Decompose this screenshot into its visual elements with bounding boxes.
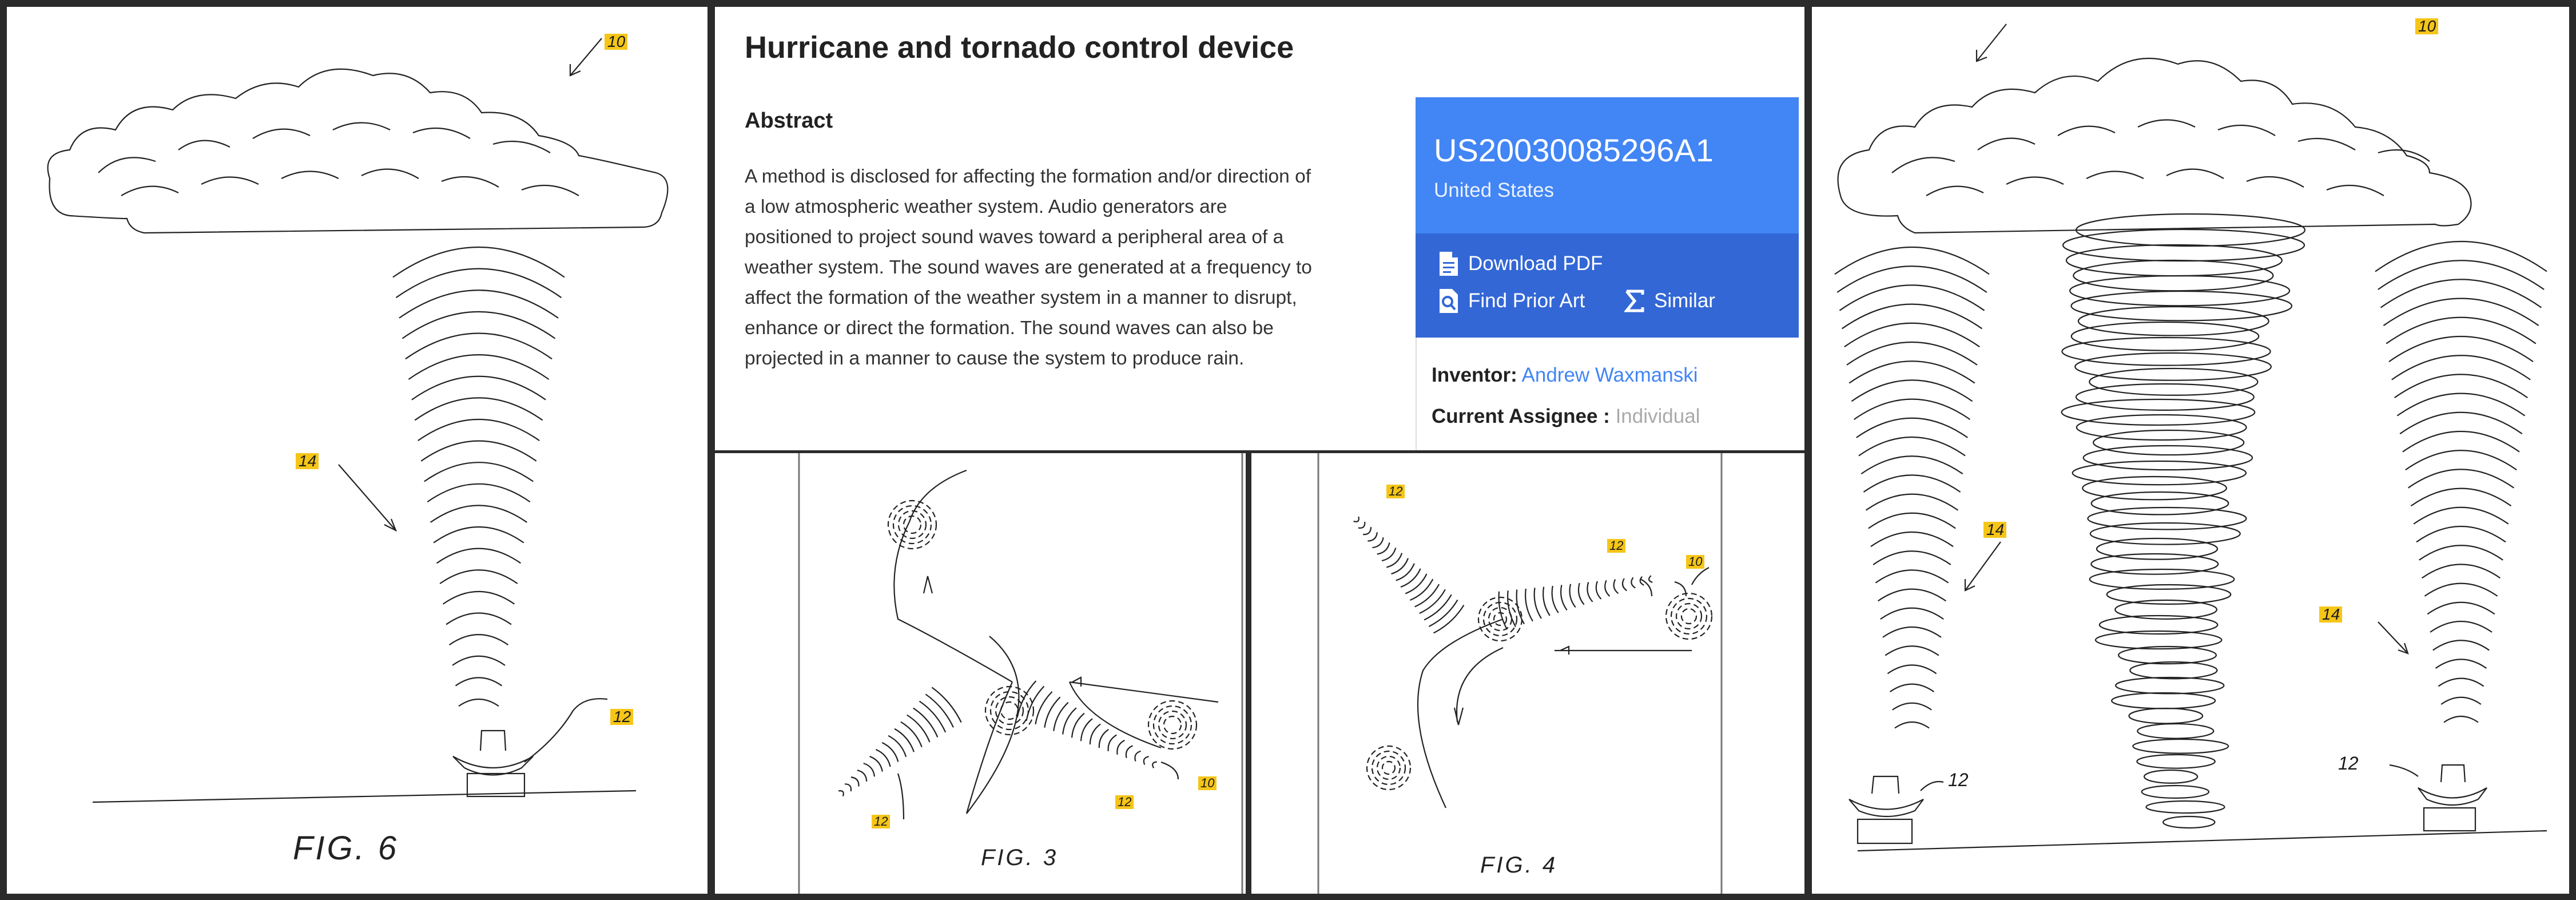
sound-wave-arc xyxy=(1866,494,1958,510)
storm-paths xyxy=(888,470,1218,819)
sound-wave-arc xyxy=(1144,756,1149,764)
find-prior-art-button[interactable] xyxy=(1438,288,1585,314)
sound-wave-arc xyxy=(2406,450,2517,470)
sound-wave-arc xyxy=(2378,260,2544,290)
sound-wave-arc xyxy=(1354,517,1359,522)
funnel-ring xyxy=(2146,801,2224,813)
funnel-ring xyxy=(2137,755,2215,768)
sound-wave-arc xyxy=(1871,532,1953,546)
ref-label-12a: 12 xyxy=(1389,484,1403,498)
sound-wave-arc xyxy=(851,777,859,786)
ground-and-emitters xyxy=(1849,24,2547,851)
storm-circle xyxy=(888,501,936,549)
sound-wave-arc xyxy=(1893,703,1931,710)
sound-wave-arc xyxy=(393,247,565,277)
sound-wave-arc xyxy=(2414,508,2509,524)
sound-wave-arc xyxy=(408,355,548,379)
abstract-heading: Abstract xyxy=(745,109,833,133)
sound-wave-arc xyxy=(2408,469,2514,487)
inventor-label: Inventor: xyxy=(1432,364,1517,386)
sound-wave-arc xyxy=(1434,605,1464,633)
storm-circle xyxy=(1377,756,1400,779)
sound-wave-arc xyxy=(434,527,524,543)
sound-wave-arc xyxy=(427,484,530,502)
sound-wave-arc xyxy=(418,419,539,441)
figure-4-panel xyxy=(1251,453,1804,894)
patent-info-card xyxy=(715,7,1804,450)
find-prior-art-label: Find Prior Art xyxy=(1468,290,1585,312)
funnel-ring xyxy=(2116,677,2224,693)
sound-wave-arc xyxy=(396,269,561,298)
storm-circle xyxy=(1159,711,1186,739)
assignee-value: Individual xyxy=(1615,405,1700,427)
sound-wave-arc xyxy=(1835,247,1989,274)
sound-wave-arc xyxy=(2424,584,2497,596)
tornado-funnel xyxy=(2062,214,2305,828)
sound-wave-arc xyxy=(399,290,558,318)
sound-wave-arc xyxy=(1605,580,1609,596)
ref-label-10: 10 xyxy=(1200,776,1215,790)
sound-wave-arc xyxy=(1895,722,1929,728)
sound-wave-arc xyxy=(2419,545,2503,560)
patent-actions xyxy=(1416,233,1799,338)
cloud-drawing xyxy=(1838,58,2471,233)
sound-wave-arc xyxy=(2430,621,2492,632)
sound-wave-arcs xyxy=(393,247,565,706)
similar-button[interactable] xyxy=(1624,288,1715,314)
funnel-ring xyxy=(2137,724,2213,739)
sound-wave-arc xyxy=(452,656,505,665)
sound-wave-arc xyxy=(1863,475,1960,492)
storm-circle xyxy=(1148,701,1196,749)
sound-wave-arc xyxy=(2395,374,2528,398)
sound-wave-arc xyxy=(1090,724,1100,745)
assignee-label: Current Assignee : xyxy=(1432,405,1610,427)
sound-wave-fan xyxy=(838,681,1157,796)
funnel-ring xyxy=(2130,662,2217,679)
funnel-ring xyxy=(2107,585,2231,604)
funnel-ring xyxy=(2075,353,2271,380)
sound-wave-arc xyxy=(845,784,851,791)
figure-6-drawing xyxy=(7,7,707,894)
sound-wave-arc xyxy=(440,570,518,584)
storm-circle xyxy=(1666,593,1712,639)
sound-wave-arc xyxy=(888,736,906,757)
funnel-ring xyxy=(2142,786,2209,798)
sound-wave-arc xyxy=(1570,584,1576,608)
sound-wave-arc xyxy=(1857,418,1967,438)
sound-wave-fan xyxy=(1354,517,1653,633)
funnel-ring xyxy=(2062,399,2255,425)
storm-circle xyxy=(1676,604,1702,629)
abstract-text: A method is disclosed for affecting the formation and/or direction of a low atmospheric weather system. Audio generators are positioned to project sound waves toward a peripheral area of a weather system. The sound waves are generated at a frequency to affect the formation of the weather system in a manner to disrupt, enhance or direct the formation. The sound waves can also be projected in a manner to cause the system to produce rain. xyxy=(745,166,1312,369)
sound-wave-arc xyxy=(1152,762,1157,768)
sound-wave-arc xyxy=(443,592,515,604)
sound-wave-arc xyxy=(402,312,555,339)
figure-tornado-drawing xyxy=(1812,7,2569,894)
funnel-ring xyxy=(2089,368,2257,395)
ref-label-10: 10 xyxy=(607,33,626,50)
sound-wave-arc xyxy=(1837,266,1987,292)
ref-label-12b: 12 xyxy=(1118,795,1132,809)
sound-wave-arc xyxy=(1063,708,1076,734)
sound-wave-arc xyxy=(1391,558,1408,574)
sound-wave-arc xyxy=(421,441,536,461)
sound-wave-arc xyxy=(459,699,499,706)
ref-label-14a: 14 xyxy=(1986,521,2005,538)
divider xyxy=(1416,338,1417,450)
sound-wave-arc xyxy=(2392,355,2530,379)
sound-wave-arc xyxy=(2433,640,2489,650)
sound-wave-arc xyxy=(1117,740,1124,755)
sound-wave-arc xyxy=(1358,522,1365,528)
sound-wave-arc xyxy=(876,750,890,767)
funnel-ring xyxy=(2144,770,2197,783)
sound-wave-arc xyxy=(412,376,546,400)
sound-wave-arc xyxy=(2427,602,2495,614)
sound-wave-arc xyxy=(2422,564,2501,578)
sound-wave-arc xyxy=(1861,456,1963,474)
figure-caption: FIG. 3 xyxy=(981,845,1059,870)
sound-wave-arc xyxy=(1135,751,1140,762)
similar-label: Similar xyxy=(1654,290,1715,312)
sigma-icon xyxy=(1624,288,1645,314)
sound-wave-arc xyxy=(2375,241,2547,272)
sound-wave-arc xyxy=(1535,588,1541,618)
sound-wave-arc xyxy=(2436,659,2487,668)
patent-title: Hurricane and tornado control device xyxy=(745,30,1294,65)
sound-wave-arc xyxy=(2411,489,2511,506)
sound-wave-arc xyxy=(415,398,542,420)
sound-wave-arc xyxy=(2400,413,2522,434)
sound-wave-arc xyxy=(1552,586,1559,613)
sound-wave-arc xyxy=(2389,336,2533,362)
sound-wave-arc xyxy=(1108,735,1117,751)
sound-wave-arc xyxy=(1579,583,1584,605)
sound-wave-arcs-right xyxy=(2375,241,2547,723)
sound-wave-arc xyxy=(857,770,866,782)
ref-label-12a: 12 xyxy=(874,814,888,828)
search-document-icon xyxy=(1438,288,1459,314)
figure-caption: FIG. 6 xyxy=(293,830,399,867)
funnel-ring xyxy=(2072,322,2259,351)
figure-3-panel xyxy=(715,453,1246,894)
storm-circle xyxy=(1478,597,1522,641)
ref-label-14b: 14 xyxy=(2322,605,2340,623)
assignee-row xyxy=(1432,405,1700,428)
storm-circle xyxy=(1382,762,1395,774)
funnel-ring xyxy=(2062,338,2270,366)
sound-wave-arc xyxy=(1869,513,1955,529)
sound-wave-arc xyxy=(446,613,511,625)
storm-circle xyxy=(1681,609,1696,624)
sound-wave-arc xyxy=(1875,570,1948,582)
storm-circle xyxy=(904,516,921,533)
cloud-drawing xyxy=(48,69,668,233)
sound-wave-arc xyxy=(1631,577,1635,588)
figure-3-drawing xyxy=(715,453,1246,894)
sound-wave-arc xyxy=(2383,299,2538,326)
sound-wave-arc xyxy=(1367,532,1377,541)
funnel-ring xyxy=(2112,693,2215,708)
sound-wave-arc xyxy=(437,549,521,564)
sound-wave-arc xyxy=(1883,627,1941,637)
funnel-ring xyxy=(2129,708,2203,723)
figure-caption: FIG. 4 xyxy=(1480,853,1558,878)
storm-circle xyxy=(1164,716,1181,734)
sound-wave-arc xyxy=(1839,285,1984,310)
sound-wave-arc xyxy=(456,677,502,685)
sound-wave-arc xyxy=(1363,527,1371,534)
funnel-ring xyxy=(2076,384,2254,410)
sound-wave-arc xyxy=(2386,318,2536,344)
ref-label-12: 12 xyxy=(613,708,631,725)
sound-wave-arc xyxy=(1099,729,1108,748)
sound-wave-arc xyxy=(1525,589,1533,621)
sound-wave-arc xyxy=(1890,684,1934,692)
sound-wave-arc xyxy=(1881,608,1943,619)
sound-wave-arc xyxy=(450,635,508,645)
sound-wave-arc xyxy=(1401,569,1421,587)
sound-wave-arc xyxy=(1054,703,1068,731)
sound-wave-arc xyxy=(838,791,844,796)
sound-wave-arc xyxy=(1561,585,1567,610)
inventor-link[interactable]: Andrew Waxmanski xyxy=(1521,364,1698,386)
sound-wave-arc xyxy=(2441,697,2481,704)
sound-wave-arc xyxy=(1614,580,1619,594)
sound-wave-arc xyxy=(882,743,898,762)
sound-wave-arc xyxy=(1623,578,1627,590)
ref-label-12a: 12 xyxy=(1948,770,1969,790)
sound-wave-arc xyxy=(2444,716,2478,723)
sound-wave-arc xyxy=(1878,589,1946,601)
funnel-ring xyxy=(2133,739,2228,754)
sound-wave-arc xyxy=(895,729,914,752)
storm-circle xyxy=(1367,746,1410,790)
funnel-ring xyxy=(2090,569,2235,589)
sound-wave-arc xyxy=(1649,576,1652,582)
document-icon xyxy=(1438,251,1459,277)
sound-wave-arc xyxy=(1377,542,1390,554)
figure-6-panel xyxy=(7,7,707,894)
inventor-row xyxy=(1432,364,1698,387)
sound-wave-arc xyxy=(1596,581,1601,599)
storm-paths xyxy=(1367,568,1712,808)
sound-wave-arc xyxy=(1859,437,1965,456)
sound-wave-arc xyxy=(1027,686,1044,721)
sound-wave-arc xyxy=(1396,564,1414,581)
sound-wave-arc xyxy=(424,462,533,481)
sound-wave-arc xyxy=(1873,551,1951,565)
sound-wave-arc xyxy=(901,722,922,747)
ref-label-10: 10 xyxy=(2418,17,2436,35)
download-pdf-label: Download PDF xyxy=(1468,252,1603,275)
funnel-ring xyxy=(2163,816,2215,828)
patent-summary-card xyxy=(1416,97,1799,338)
figure-4-drawing xyxy=(1251,453,1804,894)
patent-number: US20030085296A1 xyxy=(1434,132,1714,168)
sound-wave-arc xyxy=(1386,553,1402,568)
sound-wave-arc xyxy=(2416,526,2506,542)
sound-wave-arc xyxy=(1851,380,1972,401)
sound-wave-arc xyxy=(1517,589,1524,624)
ref-label-12b: 12 xyxy=(1609,538,1624,553)
sound-wave-arc xyxy=(2403,431,2519,452)
sound-wave-arc xyxy=(431,505,527,522)
sound-wave-arc xyxy=(1044,697,1060,727)
sound-wave-arc xyxy=(1126,746,1133,758)
sound-wave-arc xyxy=(1587,582,1592,601)
patent-country: United States xyxy=(1434,179,1555,201)
ref-label-14: 14 xyxy=(299,452,317,470)
ref-label-12b: 12 xyxy=(2338,753,2359,774)
sound-wave-arc xyxy=(1844,323,1979,347)
sound-wave-arc xyxy=(1885,646,1939,655)
sound-wave-arc xyxy=(1035,692,1052,724)
sound-wave-arc xyxy=(2438,679,2483,687)
sound-wave-arc xyxy=(1842,304,1982,329)
patent-header xyxy=(1416,97,1799,233)
sound-wave-arc xyxy=(1382,548,1396,561)
funnel-ring xyxy=(2093,430,2244,455)
sound-wave-arc xyxy=(1854,399,1970,419)
ground-line xyxy=(93,38,636,802)
figure-tornado-panel xyxy=(1812,7,2569,894)
sound-wave-arc xyxy=(1887,665,1936,673)
ref-label-10: 10 xyxy=(1688,554,1703,569)
sound-wave-arc xyxy=(1543,587,1550,616)
sound-wave-arc xyxy=(2381,279,2542,307)
download-pdf-button[interactable] xyxy=(1438,251,1603,277)
sound-wave-arcs-left xyxy=(1835,247,1989,728)
